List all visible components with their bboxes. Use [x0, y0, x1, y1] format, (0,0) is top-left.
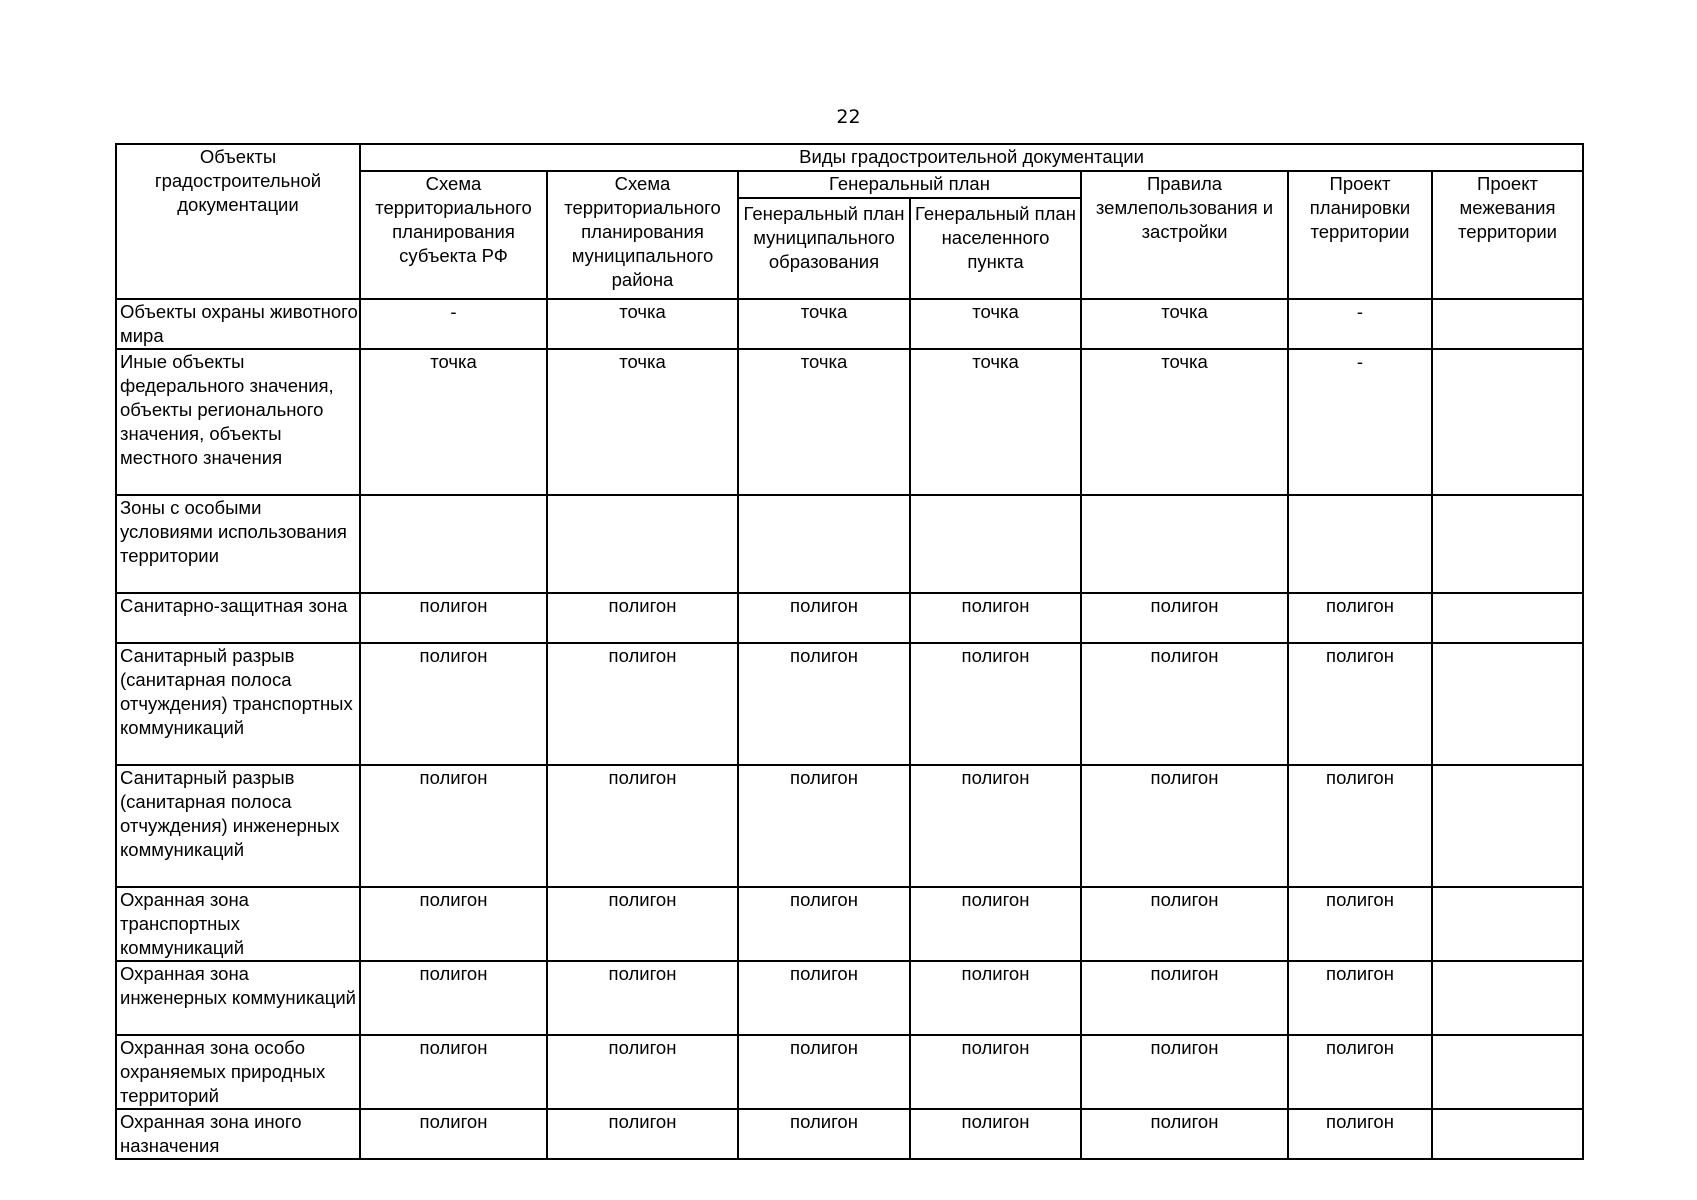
table-cell: полигон [1081, 1035, 1288, 1109]
table-cell: полигон [547, 887, 738, 961]
table-cell: полигон [547, 643, 738, 765]
table-cell: - [1288, 299, 1432, 349]
table-cell: полигон [738, 961, 910, 1035]
table-cell: точка [360, 349, 547, 495]
table-cell: полигон [360, 1035, 547, 1109]
table-cell [1432, 765, 1583, 887]
table-cell: полигон [910, 643, 1081, 765]
table-cell: полигон [738, 1109, 910, 1159]
row-label: Зоны с особыми условиями использования территории [116, 495, 360, 593]
table-cell [1288, 495, 1432, 593]
table-cell: точка [547, 299, 738, 349]
header-land-use-rules: Правила землепользования и застройки [1081, 171, 1288, 299]
table-cell: точка [738, 349, 910, 495]
table-cell: полигон [738, 593, 910, 643]
table-cell: полигон [738, 887, 910, 961]
table-cell: полигон [547, 765, 738, 887]
table-cell [1432, 495, 1583, 593]
table-row [116, 299, 1583, 349]
table-cell: полигон [360, 887, 547, 961]
table-cell: - [1288, 349, 1432, 495]
table-row [116, 765, 1583, 887]
page-number: 22 [836, 106, 861, 128]
table-row [116, 1035, 1583, 1109]
row-label: Санитарно-защитная зона [116, 593, 360, 643]
table-cell: полигон [1081, 887, 1288, 961]
table-cell: полигон [547, 961, 738, 1035]
table-cell: полигон [910, 1109, 1081, 1159]
table-cell: точка [910, 349, 1081, 495]
table-cell: полигон [1288, 593, 1432, 643]
table-row [116, 495, 1583, 593]
table-cell: полигон [1081, 593, 1288, 643]
table-cell: полигон [547, 593, 738, 643]
table-cell: полигон [360, 593, 547, 643]
table-cell [1432, 643, 1583, 765]
table-cell [547, 495, 738, 593]
table-cell: полигон [1081, 1109, 1288, 1159]
table-cell: полигон [360, 765, 547, 887]
header-planning-project: Проект планировки территории [1288, 171, 1432, 299]
table-cell [910, 495, 1081, 593]
table-cell [1432, 299, 1583, 349]
table-cell [1432, 349, 1583, 495]
row-label: Охранная зона инженерных коммуникаций [116, 961, 360, 1035]
table-cell: - [360, 299, 547, 349]
documentation-table [115, 143, 1584, 1160]
table-cell [360, 495, 547, 593]
header-scheme-municipal: Схема территориального планирования муниципального района [547, 171, 738, 299]
table-cell: полигон [738, 1035, 910, 1109]
table-cell [1432, 1035, 1583, 1109]
table-cell: полигон [1288, 961, 1432, 1035]
header-types-title: Виды градостроительной документации [360, 144, 1583, 171]
header-surveying-project: Проект межевания территории [1432, 171, 1583, 299]
table-cell: полигон [910, 961, 1081, 1035]
header-general-plan: Генеральный план [738, 171, 1081, 198]
table-row [116, 961, 1583, 1035]
table-cell: полигон [1081, 765, 1288, 887]
table-cell: полигон [1081, 961, 1288, 1035]
table-cell: полигон [360, 1109, 547, 1159]
table-cell: точка [1081, 299, 1288, 349]
header-objects: Объекты градостроительной документации [116, 144, 360, 299]
table-cell: полигон [738, 643, 910, 765]
row-label: Санитарный разрыв (санитарная полоса отчуждения) инженерных коммуникаций [116, 765, 360, 887]
table-cell: полигон [738, 765, 910, 887]
row-label: Охранная зона особо охраняемых природных территорий [116, 1035, 360, 1109]
header-gp-settlement: Генеральный план населенного пункта [910, 198, 1081, 299]
row-label: Объекты охраны животного мира [116, 299, 360, 349]
table-cell: полигон [1288, 765, 1432, 887]
table-cell: точка [1081, 349, 1288, 495]
table-cell [1432, 961, 1583, 1035]
table-cell [1432, 593, 1583, 643]
table-cell: полигон [1081, 643, 1288, 765]
table-cell: полигон [360, 643, 547, 765]
table-cell [1432, 887, 1583, 961]
row-label: Санитарный разрыв (санитарная полоса отчуждения) транспортных коммуникаций [116, 643, 360, 765]
table-cell: полигон [1288, 643, 1432, 765]
table-cell [1081, 495, 1288, 593]
table-cell: полигон [360, 961, 547, 1035]
table-cell: полигон [1288, 1109, 1432, 1159]
header-scheme-subject: Схема территориального планирования субъекта РФ [360, 171, 547, 299]
table-cell: полигон [547, 1109, 738, 1159]
table-cell: полигон [910, 593, 1081, 643]
table-row [116, 349, 1583, 495]
table-cell: точка [910, 299, 1081, 349]
row-label: Иные объекты федерального значения, объекты регионального значения, объекты местного значения [116, 349, 360, 495]
row-label: Охранная зона транспортных коммуникаций [116, 887, 360, 961]
table-cell: точка [738, 299, 910, 349]
table-cell: точка [547, 349, 738, 495]
row-label: Охранная зона иного назначения [116, 1109, 360, 1159]
table-cell: полигон [910, 1035, 1081, 1109]
table-cell [738, 495, 910, 593]
table-cell: полигон [910, 887, 1081, 961]
table-cell: полигон [1288, 1035, 1432, 1109]
table-row [116, 643, 1583, 765]
table-row [116, 593, 1583, 643]
table-cell [1432, 1109, 1583, 1159]
header-gp-municipal: Генеральный план муниципального образования [738, 198, 910, 299]
table-cell: полигон [547, 1035, 738, 1109]
table-row [116, 887, 1583, 961]
table-row [116, 1109, 1583, 1159]
table-cell: полигон [1288, 887, 1432, 961]
table-cell: полигон [910, 765, 1081, 887]
